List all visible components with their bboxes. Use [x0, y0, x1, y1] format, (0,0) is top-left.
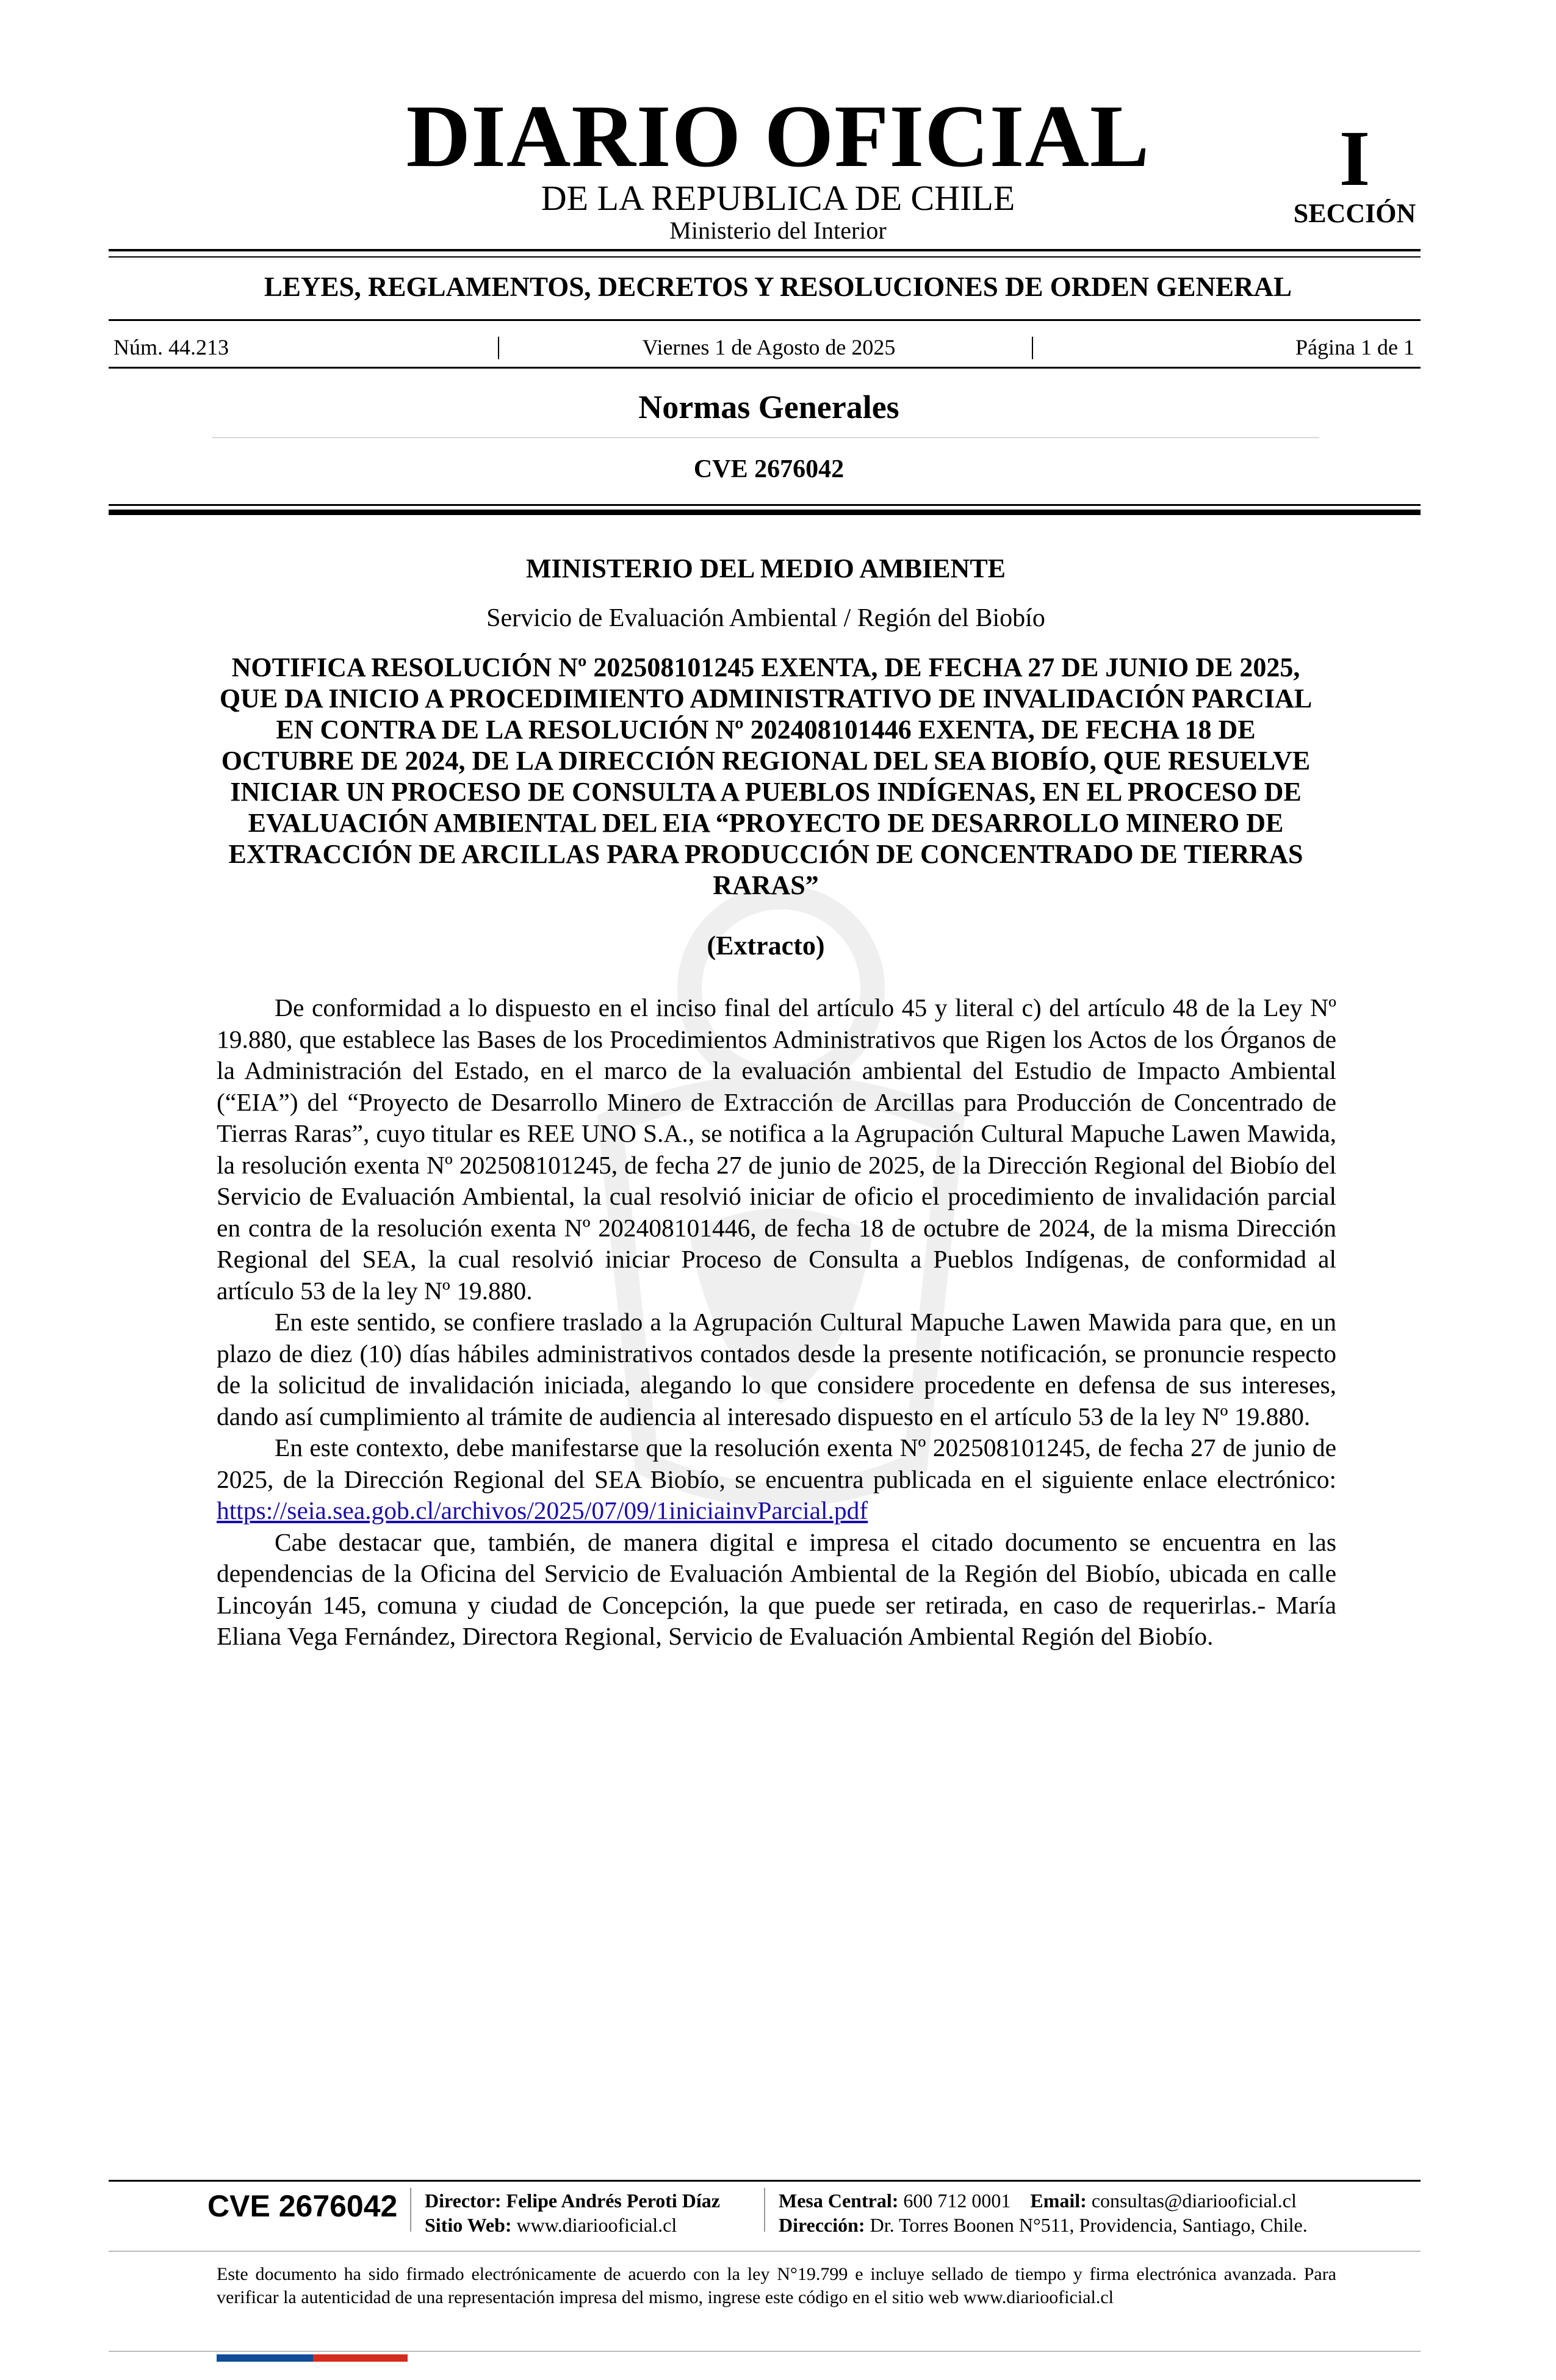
masthead-title: DIARIO OFICIAL [406, 87, 1150, 186]
document-subtitle: (Extracto) [707, 931, 825, 961]
section-title: Normas Generales [638, 389, 899, 425]
category-banner: LEYES, REGLAMENTOS, DECRETOS Y RESOLUCIONES DE ORDEN GENERAL [264, 272, 1292, 302]
category-rule [109, 319, 1421, 321]
document-title: NOTIFICA RESOLUCIÓN Nº 202508101245 EXENTA, DE FECHA 27 DE JUNIO DE 2025, QUE DA INICIO A PROCEDIMIENTO ADMINISTRATIVO DE INVALIDACIÓN PARCIAL EN CONTRA DE LA RESOLUCIÓN Nº 202408101446 EXENTA, DE FECHA 18 DE OCTUBRE DE 2024, DE LA DIRECCIÓN REGIONAL DEL SEA BIOBÍO, QUE RESUELVE INICIAR UN PROCESO DE CONSULTA A PUEBLOS INDÍGENAS, EN EL PROCESO DE EVALUACIÓN AMBIENTAL DEL EIA “PROYECTO DE DESARROLLO MINERO DE EXTRACCIÓN DE ARCILLAS PARA PRODUCCIÓN DE CONCENTRADO DE TIERRAS RARAS” [219, 652, 1313, 900]
email-label: Email: [1030, 2190, 1087, 2212]
section-label: SECCIÓN [1293, 198, 1416, 228]
issue-rule [109, 367, 1421, 369]
masthead-ministry: Ministerio del Interior [669, 217, 887, 244]
footer-rule-top [109, 2180, 1421, 2182]
address-label: Dirección: [779, 2214, 865, 2236]
site-label: Sitio Web: [425, 2214, 512, 2236]
issue-date: Viernes 1 de Agosto de 2025 [642, 335, 896, 359]
footer-contact-block [779, 2188, 1308, 2237]
separator-right: | [1030, 332, 1036, 359]
separator-left: | [496, 332, 502, 359]
email-value: consultas@diariooficial.cl [1091, 2190, 1297, 2212]
masthead-rule-bottom [109, 256, 1421, 258]
mesa-label: Mesa Central: [779, 2190, 899, 2212]
content-rule-thick [109, 510, 1421, 515]
document-body [217, 992, 1336, 1653]
paragraph-4: Cabe destacar que, también, de manera digital e impresa el citado documento se encuentra en las dependencias de la Oficina del Servicio de Evaluación Ambiental de la Región del Biobío, ubicada en calle Lincoyán 145, comuna y ciudad de Concepción, la que puede ser retirada, en caso de requerirlas.- María Eliana Vega Fernández, Directora Regional, Servicio de Evaluación Ambiental Región del Biobío. [217, 1527, 1336, 1650]
flag-stripe-blue [217, 2354, 313, 2362]
document-ministry: MINISTERIO DEL MEDIO AMBIENTE [525, 554, 1006, 583]
director-name: Felipe Andrés Peroti Díaz [506, 2190, 720, 2212]
paragraph-2: En este sentido, se confiere traslado a la Agrupación Cultural Mapuche Lawen Mawida para que, en un plazo de diez (10) días hábiles administrativos contados desde la presente notificación, se pronuncie respecto de la solicitud de invalidación iniciada, alegando lo que considere procedente en defensa de sus intereses, dando así cumplimiento al trámite de audiencia al interesado dispuesto en el artículo 53 de la ley Nº 19.880. [217, 1308, 1336, 1430]
paragraph-1: De conformidad a lo dispuesto en el inciso final del artículo 45 y literal c) del artículo 48 de la Ley Nº 19.880, que establece las Bases de los Procedimientos Administrativos que Rigen los Actos de los Órganos de la Administración del Estado, en el marco de la evaluación ambiental del Estudio de Impacto Ambiental (“EIA”) del “Proyecto de Desarrollo Minero de Extracción de Arcillas para Producción de Concentrado de Tierras Raras”, cuyo titular es REE UNO S.A., se notifica a la Agrupación Cultural Mapuche Lawen Mawida, la resolución exenta Nº 202508101245, de fecha 27 de junio de 2025, de la Dirección Regional del Biobío del Servicio de Evaluación Ambiental, la cual resolvió iniciar de oficio el procedimiento de invalidación parcial en contra de la resolución exenta Nº 202408101446, de fecha 18 de octubre de 2024, de la misma Dirección Regional del SEA, la cual resolvió iniciar Proceso de Consulta a Pueblos Indígenas, de conformidad al artículo 53 de la ley Nº 19.880. [217, 993, 1336, 1305]
cve-code: CVE 2676042 [693, 455, 845, 483]
paragraph-3-text: En este contexto, debe manifestarse que la resolución exenta Nº 202508101245, de fecha 27 de junio de 2025, de la Dirección Regional del SEA Biobío, se encuentra publicada en el siguiente enlace electrónico: [217, 1433, 1336, 1493]
masthead-rule-top [109, 249, 1421, 251]
flag-stripe-red [313, 2354, 408, 2362]
footer-cve: CVE 2676042 [207, 2189, 398, 2223]
footer-divider-1 [410, 2188, 411, 2232]
section-number: I [1339, 115, 1371, 203]
document-service: Servicio de Evaluación Ambiental / Región del Biobío [486, 604, 1045, 632]
site-value: www.diariooficial.cl [516, 2214, 677, 2236]
footer-rule-bottom [109, 2351, 1421, 2352]
page-indicator: Página 1 de 1 [1295, 335, 1414, 359]
resolution-link[interactable]: https://seia.sea.gob.cl/archivos/2025/07/09/1iniciainvParcial.pdf [217, 1496, 868, 1524]
paragraph-3 [217, 1432, 1336, 1527]
masthead-subtitle: DE LA REPUBLICA DE CHILE [541, 178, 1015, 218]
content-rule-thin [109, 504, 1421, 506]
footer-rule-mid [109, 2251, 1421, 2252]
section-title-underline [212, 437, 1319, 438]
footer-director-block [425, 2188, 720, 2237]
footer-divider-2 [764, 2188, 765, 2232]
director-label: Director: [425, 2190, 502, 2212]
mesa-value: 600 712 0001 [903, 2190, 1011, 2212]
issue-number: Núm. 44.213 [113, 335, 229, 359]
address-value: Dr. Torres Boonen N°511, Providencia, Santiago, Chile. [870, 2214, 1308, 2236]
footer-signature-note: Este documento ha sido firmado electrónicamente de acuerdo con la ley N°19.799 e incluye sellado de tiempo y firma electrónica avanzada. Para verificar la autenticidad de una representación impresa del mismo, ingrese este código en el sitio web www.diariooficial.cl [217, 2264, 1336, 2307]
